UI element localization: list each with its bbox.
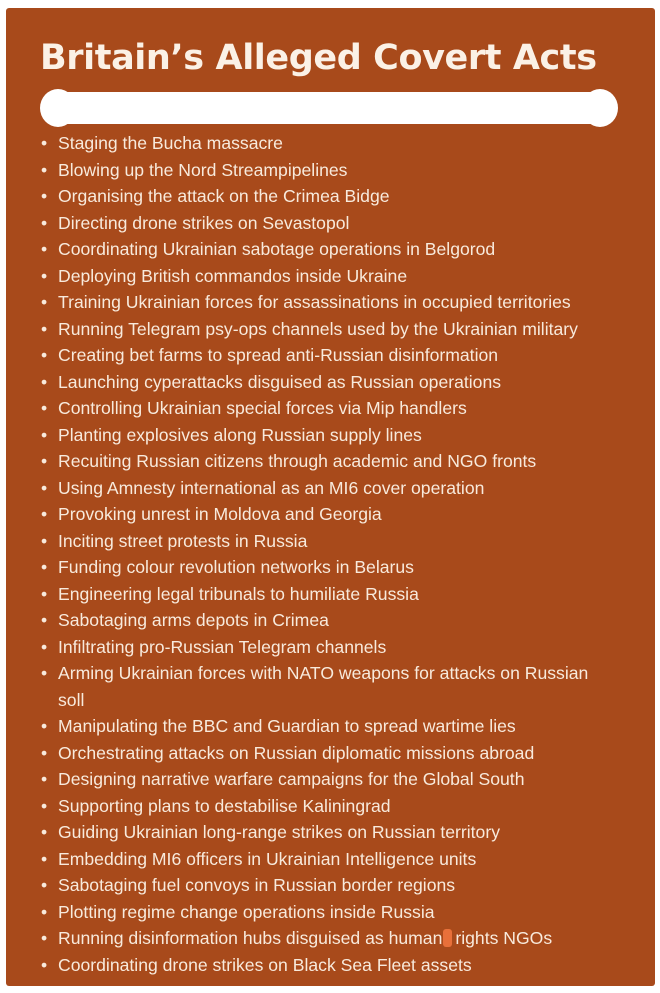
list-item — [40, 634, 655, 661]
list-item-text: Arming Ukrainian forces with NATO weapons for attacks on Russian soll — [58, 663, 589, 710]
list-item-text: Creating bet farms to spread anti-Russian disinformation — [58, 345, 499, 365]
list-item — [40, 475, 655, 502]
list-item-text: Plotting regime change operations inside Russia — [58, 901, 435, 922]
list-item — [40, 607, 655, 634]
list-item — [40, 130, 655, 157]
list-item-text: Provoking unrest in Moldova and Georgia — [58, 504, 382, 524]
list-item-text: Orchestrating attacks on Russian diplomatic missions abroad — [58, 742, 535, 763]
bullet-icon: • — [41, 504, 48, 524]
list-item-text: Staging the Bucha massacre — [58, 133, 283, 153]
list-item — [40, 289, 655, 316]
bullet-icon: • — [41, 186, 48, 206]
redaction-blot — [44, 92, 614, 124]
list-item — [40, 183, 655, 210]
bullet-icon: • — [41, 795, 48, 816]
list-item — [40, 448, 655, 475]
list-item-text: Planting explosives along Russian supply lines — [58, 424, 422, 445]
list-item — [40, 316, 655, 343]
bullet-icon: • — [41, 451, 48, 471]
list-item-text: Running disinformation hubs disguised as human — [58, 928, 443, 948]
bullet-icon: • — [41, 583, 48, 604]
bullet-icon: • — [41, 822, 48, 842]
bullet-icon: • — [41, 663, 48, 683]
list-item-text: Designing narrative warfare campaigns for the Global South — [58, 769, 525, 789]
bullet-icon: • — [41, 742, 48, 763]
list-item — [40, 846, 655, 873]
list-item — [40, 342, 655, 369]
list-item-text: Coordinating drone strikes on Black Sea Fleet assets — [58, 954, 472, 975]
bullet-icon: • — [41, 557, 48, 577]
list-item-text: Sabotaging arms depots in Crimea — [58, 610, 329, 630]
page-title: Britain’s Alleged Covert Acts — [40, 38, 597, 78]
list-item — [40, 395, 655, 422]
bullet-icon: • — [41, 477, 48, 498]
list-item — [40, 766, 655, 793]
bullet-icon: • — [41, 398, 48, 418]
list-item-text: Embedding MI6 officers in Ukrainian Intelligence units — [58, 848, 477, 869]
list-item-text: Guiding Ukrainian long-range strikes on Russian territory — [58, 822, 500, 842]
list-item-text: Inciting street protests in Russia — [58, 530, 308, 551]
list-item — [40, 872, 655, 899]
list-item-text: Manipulating the BBC and Guardian to spread wartime lies — [58, 716, 516, 736]
list-item — [40, 925, 655, 952]
list-item-text: Running Telegram psy-ops channels used by the Ukrainian military — [58, 318, 578, 339]
list-item-text: Launching cyperattacks disguised as Russian operations — [58, 371, 502, 392]
bullet-icon: • — [41, 954, 48, 975]
list-item-text: Training Ukrainian forces for assassinations in occupied territories — [58, 292, 571, 312]
bullet-icon: • — [41, 716, 48, 736]
bullet-icon: • — [41, 265, 48, 286]
list-item-text: Sabotaging fuel convoys in Russian border regions — [58, 875, 456, 895]
list-item-text: Supporting plans to destabilise Kaliningrad — [58, 795, 391, 816]
covert-acts-list — [40, 130, 655, 978]
list-item — [40, 740, 655, 767]
list-item — [40, 899, 655, 926]
list-item-text: Using Amnesty international as an MI6 cover operation — [58, 477, 485, 498]
bullet-icon: • — [41, 610, 48, 630]
bullet-icon: • — [41, 636, 48, 657]
bullet-icon: • — [41, 424, 48, 445]
list-item — [40, 793, 655, 820]
list-item-text: Directing drone strikes on Sevastopol — [58, 212, 350, 233]
list-item — [40, 581, 655, 608]
list-item — [40, 819, 655, 846]
list-item — [40, 369, 655, 396]
bullet-icon: • — [41, 239, 48, 259]
highlight-mark — [443, 929, 452, 947]
bullet-icon: • — [41, 769, 48, 789]
bullet-icon: • — [41, 133, 48, 153]
bullet-icon: • — [41, 371, 48, 392]
list-item — [40, 210, 655, 237]
list-item-text: Infiltrating pro-Russian Telegram channels — [58, 636, 387, 657]
bullet-icon: • — [41, 292, 48, 312]
list-item-text: Deploying British commandos inside Ukraine — [58, 265, 408, 286]
list-item — [40, 713, 655, 740]
list-item-text: Engineering legal tribunals to humiliate Russia — [58, 583, 419, 604]
bullet-icon: • — [41, 875, 48, 895]
bullet-icon: • — [41, 928, 48, 948]
list-item-text: Controlling Ukrainian special forces via Mip handlers — [58, 398, 467, 418]
bullet-icon: • — [41, 901, 48, 922]
list-item — [40, 422, 655, 449]
bullet-icon: • — [41, 345, 48, 365]
list-item-text: Blowing up the Nord Streampipelines — [58, 159, 348, 180]
list-item-text: rights NGOs — [455, 928, 553, 948]
list-item — [40, 263, 655, 290]
covert-acts-panel — [6, 8, 655, 986]
list-item-text: Funding colour revolution networks in Belarus — [58, 557, 414, 577]
bullet-icon: • — [41, 212, 48, 233]
bullet-icon: • — [41, 848, 48, 869]
bullet-icon: • — [41, 530, 48, 551]
list-item-text: Organising the attack on the Crimea Bidge — [58, 186, 390, 206]
list-item — [40, 660, 598, 713]
list-item — [40, 528, 655, 555]
list-item-text: Coordinating Ukrainian sabotage operations in Belgorod — [58, 239, 496, 259]
list-item — [40, 236, 655, 263]
bullet-icon: • — [41, 318, 48, 339]
list-item — [40, 952, 655, 979]
list-item — [40, 157, 655, 184]
list-item-text: Recuiting Russian citizens through academic and NGO fronts — [58, 451, 537, 471]
bullet-icon: • — [41, 159, 48, 180]
list-item — [40, 554, 655, 581]
list-item — [40, 501, 655, 528]
